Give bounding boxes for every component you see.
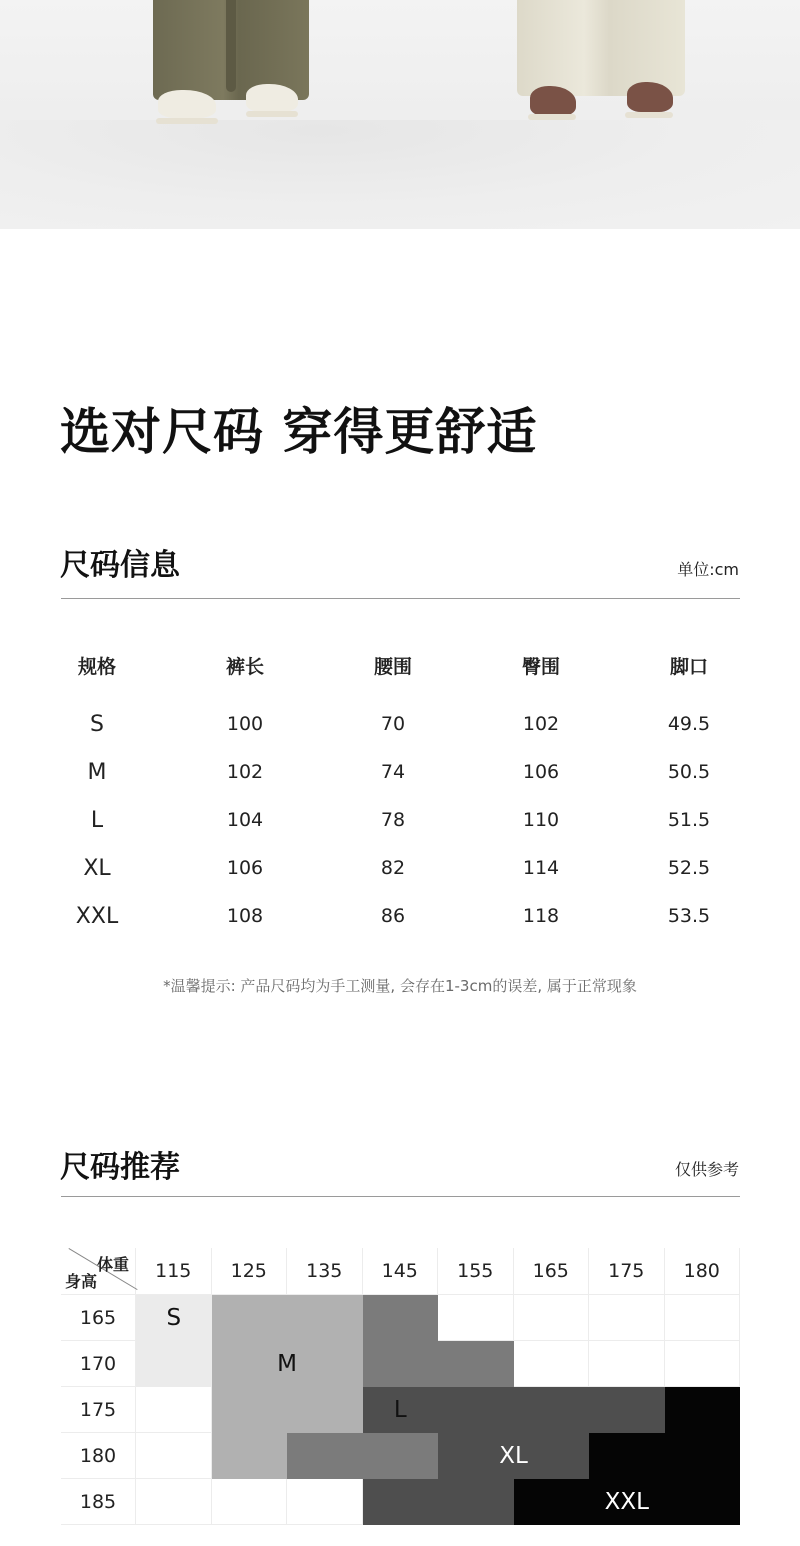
size-info-title: 尺码信息	[60, 548, 180, 583]
photo-floor	[0, 120, 800, 229]
size-zone-cell	[136, 1341, 212, 1387]
size-zone-cell	[363, 1295, 439, 1341]
size-zone-label: XXL	[604, 1489, 649, 1515]
product-photo	[0, 0, 800, 229]
size-zone-label: L	[393, 1397, 407, 1423]
height-header-cell: 170	[61, 1341, 136, 1387]
value-cell: 106	[522, 761, 560, 783]
header-cell: 规格	[77, 655, 116, 678]
recommend-divider	[61, 1196, 740, 1197]
size-zone-cell	[665, 1433, 741, 1479]
header-cell: 臀围	[521, 655, 560, 678]
value-cell: 52.5	[667, 857, 711, 879]
value-cell: 106	[226, 857, 264, 879]
value-cell: 102	[226, 761, 264, 783]
value-cell: 70	[380, 713, 406, 735]
left-shoe-2	[246, 84, 298, 112]
size-zone-cell	[212, 1387, 288, 1433]
value-cell: 100	[226, 713, 264, 735]
size-zone-cell	[287, 1341, 363, 1387]
table-row	[23, 796, 763, 844]
weight-header-cell: 145	[363, 1248, 439, 1295]
weight-header-cell: 135	[287, 1248, 363, 1295]
value-cell: 102	[522, 713, 560, 735]
weight-header-cell: 165	[514, 1248, 590, 1295]
measurement-tip: *温馨提示: 产品尺码均为手工测量, 会存在1-3cm的误差, 属于正常现象	[163, 977, 637, 995]
size-zone-label: XL	[499, 1443, 528, 1469]
size-zone-cell	[438, 1341, 514, 1387]
size-zone-cell	[287, 1479, 363, 1525]
height-header-cell: 185	[61, 1479, 136, 1525]
weight-axis-label: 体重	[96, 1255, 129, 1274]
header-cell: 脚口	[669, 655, 708, 678]
size-cell: S	[90, 711, 104, 737]
size-zone-cell	[514, 1479, 590, 1525]
size-zone-cell	[665, 1479, 741, 1525]
size-zone-cell	[136, 1479, 212, 1525]
size-zone-label: M	[277, 1351, 297, 1377]
table-row	[23, 844, 763, 892]
left-shoe-1	[158, 90, 216, 118]
weight-header-cell: 175	[589, 1248, 665, 1295]
size-zone-cell	[363, 1433, 439, 1479]
size-zone-cell	[665, 1387, 741, 1433]
size-zone-label: S	[166, 1305, 182, 1331]
size-table-header	[23, 640, 763, 690]
value-cell: 53.5	[667, 905, 711, 927]
size-zone-cell	[363, 1341, 439, 1387]
size-zone-cell	[589, 1341, 665, 1387]
olive-pants-seam	[226, 0, 236, 92]
value-cell: 118	[522, 905, 560, 927]
size-zone-cell	[665, 1341, 741, 1387]
size-zone-cell	[212, 1295, 288, 1341]
table-row	[23, 748, 763, 796]
left-sole-2	[246, 111, 298, 117]
value-cell: 82	[380, 857, 406, 879]
reference-note: 仅供参考	[674, 1160, 739, 1179]
size-zone-cell	[514, 1295, 590, 1341]
size-cell: M	[87, 759, 107, 785]
size-zone-cell	[589, 1387, 665, 1433]
size-zone-cell	[363, 1479, 439, 1525]
size-zone-cell	[136, 1387, 212, 1433]
value-cell: 104	[226, 809, 264, 831]
size-info-table	[23, 640, 763, 940]
size-zone-cell	[514, 1387, 590, 1433]
header-cell: 腰围	[373, 655, 412, 678]
recommend-title: 尺码推荐	[60, 1150, 180, 1185]
right-sole-1	[528, 114, 576, 120]
weight-header-cell: 115	[136, 1248, 212, 1295]
value-cell: 108	[226, 905, 264, 927]
size-zone-cell	[665, 1295, 741, 1341]
size-zone-cell	[212, 1341, 288, 1387]
size-cell: L	[90, 807, 104, 833]
value-cell: 51.5	[667, 809, 711, 831]
value-cell: 50.5	[667, 761, 711, 783]
size-zone-cell	[287, 1433, 363, 1479]
size-recommend-grid	[61, 1248, 740, 1525]
headline: 选对尺码 穿得更舒适	[60, 403, 538, 461]
right-shoe-1	[530, 86, 576, 116]
value-cell: 110	[522, 809, 560, 831]
size-zone-cell	[438, 1387, 514, 1433]
height-header-cell: 165	[61, 1295, 136, 1341]
size-zone-cell	[438, 1479, 514, 1525]
value-cell: 86	[380, 905, 406, 927]
size-zone-cell	[212, 1479, 288, 1525]
size-zone-cell	[589, 1433, 665, 1479]
header-cell: 裤长	[225, 655, 264, 678]
height-header-cell: 180	[61, 1433, 136, 1479]
left-sole-1	[156, 118, 218, 124]
value-cell: 78	[380, 809, 406, 831]
cream-pants	[517, 0, 685, 96]
size-zone-cell	[589, 1295, 665, 1341]
table-row	[23, 700, 763, 748]
right-sole-2	[625, 112, 673, 118]
grid-corner	[61, 1248, 136, 1295]
value-cell: 114	[522, 857, 560, 879]
size-cell: XXL	[75, 903, 119, 929]
weight-header-cell: 180	[665, 1248, 741, 1295]
height-header-cell: 175	[61, 1387, 136, 1433]
size-info-divider	[61, 598, 740, 599]
size-zone-cell	[287, 1295, 363, 1341]
weight-header-cell: 125	[212, 1248, 288, 1295]
size-zone-cell	[287, 1387, 363, 1433]
weight-header-cell: 155	[438, 1248, 514, 1295]
right-shoe-2	[627, 82, 673, 112]
value-cell: 74	[380, 761, 406, 783]
value-cell: 49.5	[667, 713, 711, 735]
size-zone-cell	[438, 1295, 514, 1341]
unit-note: 单位:cm	[677, 560, 739, 579]
table-row	[23, 892, 763, 940]
size-zone-cell	[514, 1341, 590, 1387]
size-cell: XL	[83, 855, 111, 881]
height-axis-label: 身高	[65, 1272, 98, 1291]
size-zone-cell	[136, 1433, 212, 1479]
size-zone-cell	[212, 1433, 288, 1479]
